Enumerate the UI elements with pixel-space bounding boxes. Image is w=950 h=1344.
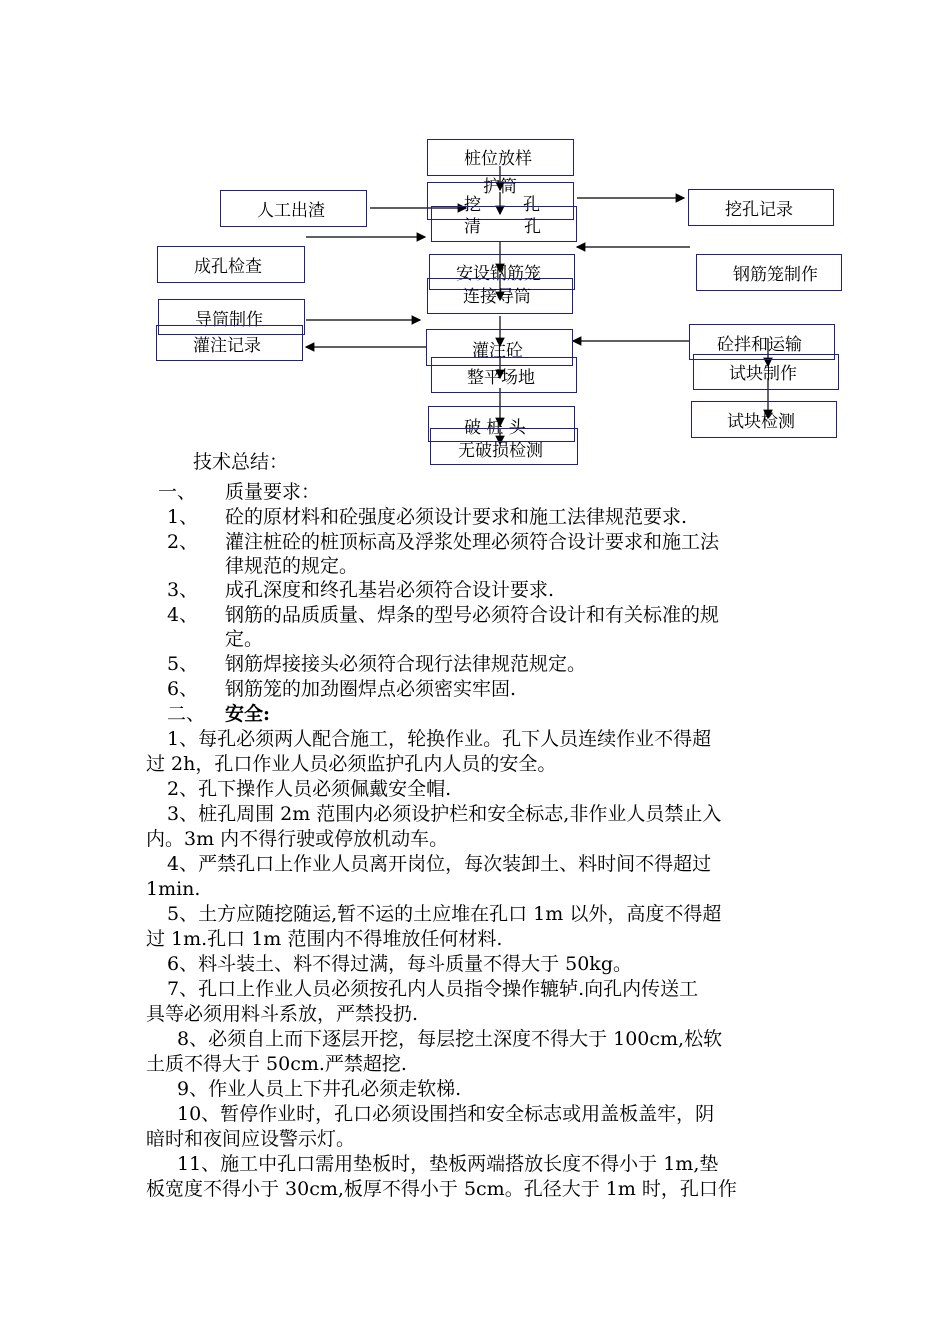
summary-title: 技术总结： — [193, 451, 289, 473]
box-specimen-test — [691, 401, 837, 438]
box-level-site-label: 整平场地 — [467, 368, 535, 388]
box-clean-label: 清 — [464, 217, 481, 237]
quality-item-2-line1: 灌注桩砼的桩顶标高及浮浆处理必须符合设计要求和施工法 — [225, 531, 720, 553]
box-hole-check-label: 成孔检查 — [194, 257, 262, 277]
box-mix-transport-label: 砼拌和运输 — [717, 335, 802, 355]
quality-item-1-num: 1、 — [167, 506, 199, 528]
box-dig-record — [688, 189, 834, 226]
safety-item-9: 9、作业人员上下井孔必须走软梯. — [177, 1078, 462, 1100]
box-cage-make — [696, 254, 842, 291]
box-ndt-label: 无破损检测 — [458, 441, 543, 461]
box-hole-check — [157, 246, 305, 283]
safety-item-8-line2: 土质不得大于 50cm.严禁超挖. — [146, 1053, 407, 1075]
safety-item-10-line2: 暗时和夜间应设警示灯。 — [146, 1128, 356, 1150]
safety-item-3-line1: 3、桩孔周围 2m 范围内必须设护栏和安全标志,非作业人员禁止入 — [167, 803, 722, 825]
box-casing-label: 护筒 — [483, 177, 517, 197]
box-dig-label: 挖 — [464, 195, 481, 215]
quality-item-3-num: 3、 — [167, 579, 199, 601]
quality-item-5-num: 5、 — [167, 653, 199, 675]
quality-heading: 质量要求： — [225, 481, 321, 503]
quality-item-4-line2: 定。 — [225, 628, 264, 650]
box-hole2-label: 孔 — [524, 217, 541, 237]
box-pour-label: 灌注砼 — [472, 341, 523, 361]
box-manual-slag-label: 人工出渣 — [257, 201, 325, 221]
safety-item-7-line1: 7、孔口上作业人员必须按孔内人员指令操作辘轳.向孔内传送工 — [167, 978, 699, 1000]
safety-item-3-line2: 内。3m 内不得行驶或停放机动车。 — [146, 828, 449, 850]
safety-item-6: 6、料斗装土、料不得过满，每斗质量不得大于 50kg。 — [167, 953, 632, 975]
box-pile-layout — [427, 139, 574, 176]
safety-item-11-line1: 11、施工中孔口需用垫板时，垫板两端搭放长度不得小于 1m,垫 — [177, 1153, 719, 1175]
safety-item-4-line2: 1min. — [146, 878, 201, 900]
quality-item-6-num: 6、 — [167, 678, 199, 700]
safety-num: 二、 — [167, 703, 206, 725]
box-specimen-make-label: 试块制作 — [729, 364, 797, 384]
box-pour-record-label: 灌注记录 — [193, 336, 261, 356]
safety-item-1-line1: 1、每孔必须两人配合施工，轮换作业。孔下人员连续作业不得超 — [167, 728, 712, 750]
box-install-cage-label: 安设钢筋笼 — [456, 264, 541, 284]
safety-item-2: 2、孔下操作人员必须佩戴安全帽. — [167, 778, 452, 800]
safety-item-11-line2: 板宽度不得小于 30cm,板厚不得小于 5cm。孔径大于 1m 时，孔口作 — [146, 1178, 737, 1200]
quality-num: 一、 — [158, 481, 197, 503]
safety-item-10-line1: 10、暂停作业时，孔口必须设围挡和安全标志或用盖板盖牢，阴 — [177, 1103, 715, 1125]
box-connect-tube-label: 连接导筒 — [463, 287, 531, 307]
safety-item-4-line1: 4、严禁孔口上作业人员离开岗位，每次装卸土、料时间不得超过 — [167, 853, 712, 875]
box-break-head-label: 破 桩 头 — [464, 418, 526, 438]
safety-heading: 安全: — [225, 703, 271, 725]
safety-item-8-line1: 8、必须自上而下逐层开挖，每层挖土深度不得大于 100cm,松软 — [177, 1028, 723, 1050]
safety-item-1-line2: 过 2h，孔口作业人员必须监护孔内人员的安全。 — [146, 753, 557, 775]
box-cage-make-label: 钢筋笼制作 — [733, 265, 818, 285]
quality-item-3: 成孔深度和终孔基岩必须符合设计要求. — [225, 579, 555, 601]
box-pile-layout-label: 桩位放样 — [464, 149, 532, 169]
box-clean-hole — [431, 206, 577, 242]
box-pour-record — [156, 325, 303, 361]
safety-item-5-line1: 5、土方应随挖随运,暂不运的土应堆在孔口 1m 以外，高度不得超 — [167, 903, 722, 925]
quality-item-2-line2: 律规范的规定。 — [225, 555, 359, 577]
quality-item-6: 钢筋笼的加劲圈焊点必须密实牢固. — [225, 678, 517, 700]
quality-item-5: 钢筋焊接接头必须符合现行法律规范规定。 — [225, 653, 587, 675]
safety-item-5-line2: 过 1m.孔口 1m 范围内不得堆放任何材料. — [146, 928, 503, 950]
box-connect-tube — [427, 278, 573, 314]
box-specimen-test-label: 试块检测 — [727, 412, 795, 432]
box-specimen-make — [693, 354, 839, 390]
quality-item-4-num: 4、 — [167, 604, 199, 626]
box-hole-label: 孔 — [523, 195, 540, 215]
box-dig-record-label: 挖孔记录 — [725, 200, 793, 220]
box-level-site — [431, 357, 577, 393]
quality-item-2-num: 2、 — [167, 531, 199, 553]
box-manual-slag — [220, 190, 367, 227]
quality-item-4-line1: 钢筋的品质质量、焊条的型号必须符合设计和有关标准的规 — [225, 604, 720, 626]
box-ndt — [430, 428, 578, 465]
safety-item-7-line2: 具等必须用料斗系放，严禁投扔. — [146, 1003, 419, 1025]
quality-item-1: 砼的原材料和砼强度必须设计要求和施工法律规范要求. — [225, 506, 688, 528]
box-tube-make-label: 导筒制作 — [195, 310, 263, 330]
